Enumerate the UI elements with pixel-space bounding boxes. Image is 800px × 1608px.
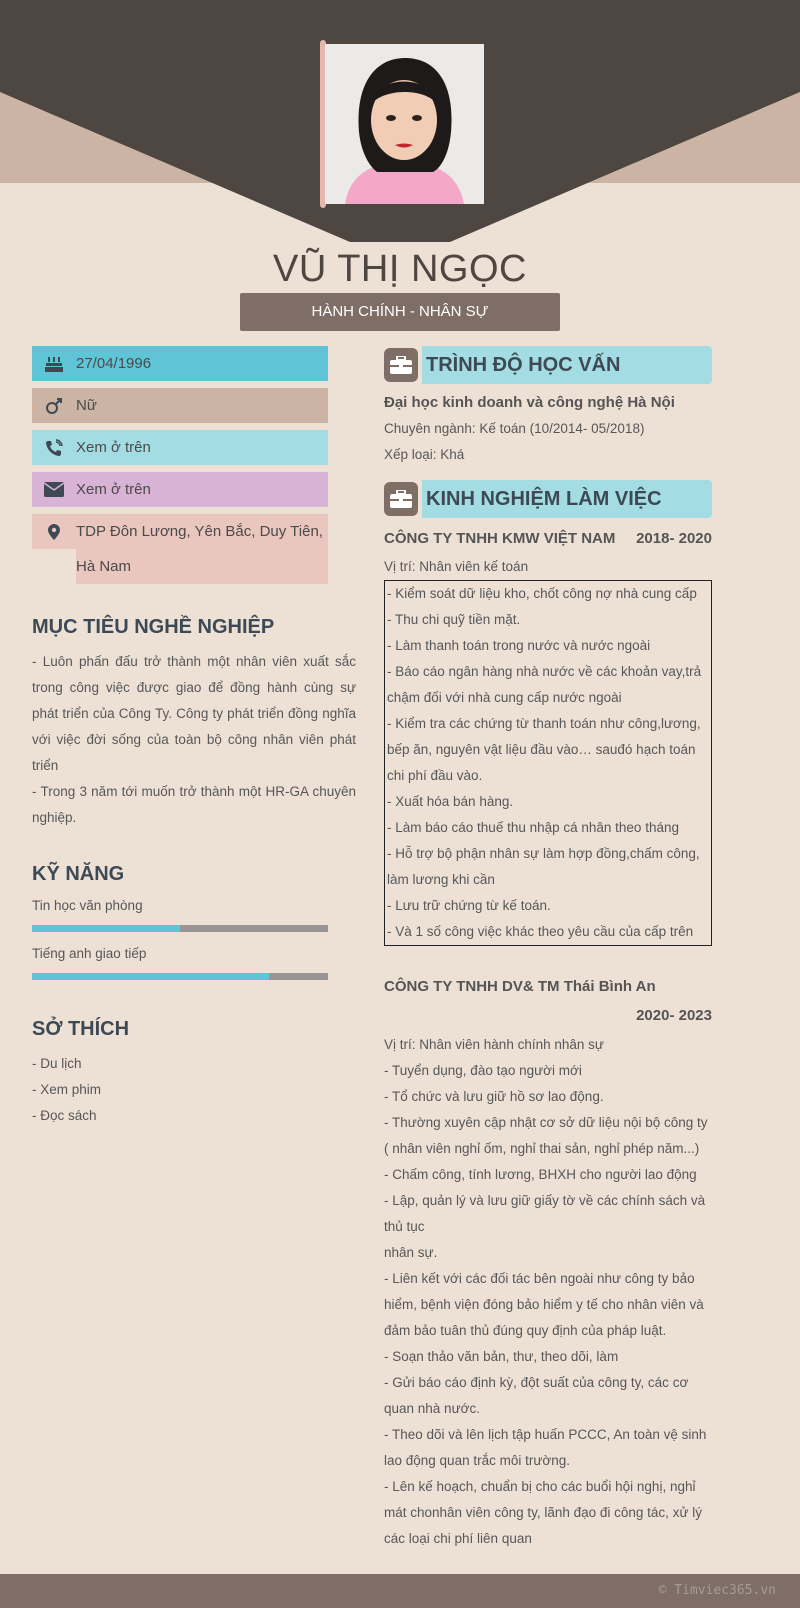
job-2-duties xyxy=(384,1058,712,1552)
skill-level-bar xyxy=(32,973,328,980)
skill-level-fill xyxy=(32,973,269,980)
job-1-period: 2018- 2020 xyxy=(636,530,712,547)
duty-item: - Xuất hóa bán hàng. xyxy=(387,794,514,809)
duty-item: - Chấm công, tính lương, BHXH cho người lao động xyxy=(384,1167,697,1182)
info-email xyxy=(32,472,328,507)
duty-item: - Lưu trữ chứng từ kế toán. xyxy=(387,898,551,913)
duty-item: - Thu chi quỹ tiền mặt. xyxy=(387,612,521,627)
experience-header xyxy=(384,480,712,518)
info-gender xyxy=(32,388,328,423)
briefcase-icon xyxy=(384,482,418,516)
duty-item: - Theo dõi và lên lịch tập huấn PCCC, An toàn vệ sinh lao động quan trắc môi trường. xyxy=(384,1427,707,1468)
footer-bar xyxy=(0,1574,800,1608)
job-title-bar xyxy=(240,293,560,331)
hobby-item: - Du lịch xyxy=(32,1056,82,1071)
job-2-position: Vị trí: Nhân viên hành chính nhân sự xyxy=(384,1037,604,1052)
job-title: HÀNH CHÍNH - NHÂN SỰ xyxy=(311,303,489,320)
duty-item: - Soạn thảo văn bản, thư, theo dõi, làm xyxy=(384,1349,619,1364)
duty-item: nhân sự. xyxy=(384,1245,438,1260)
envelope-icon xyxy=(32,482,76,497)
duty-item: - Gửi báo cáo định kỳ, đột suất của công ty, các cơ quan nhà nước. xyxy=(384,1375,689,1416)
objective-heading: MỤC TIÊU NGHỀ NGHIỆP xyxy=(32,616,275,638)
profile-photo xyxy=(325,44,484,204)
skill-name: Tin học văn phòng xyxy=(32,898,143,913)
duty-item: - Thường xuyên cập nhật cơ sở dữ liệu nội bộ công ty ( nhân viên nghỉ ốm, nghỉ thai sản, nghỉ phép năm...) xyxy=(384,1115,708,1156)
left-column xyxy=(32,346,356,1129)
school-name: Đại học kinh doanh và công nghệ Hà Nội xyxy=(384,394,675,411)
job-2-period: 2020- 2023 xyxy=(636,1007,712,1024)
skill-item xyxy=(32,898,356,932)
duty-item: - Và 1 số công việc khác theo yêu cầu của cấp trên xyxy=(387,924,694,939)
right-column xyxy=(384,346,712,1552)
duty-item: - Tổ chức và lưu giữ hồ sơ lao động. xyxy=(384,1089,604,1104)
objective-text-2: - Trong 3 năm tới muốn trở thành một HR-GA chuyên nghiệp. xyxy=(32,784,356,825)
info-address xyxy=(32,514,328,584)
duty-item: - Liên kết với các đối tác bên ngoài như công ty bảo hiểm, bệnh viện đóng bảo hiểm y tế cho nhân viên và đảm bảo tuân thủ đúng quy định của pháp luật. xyxy=(384,1271,704,1338)
skill-level-fill xyxy=(32,925,180,932)
birthday-value: 27/04/1996 xyxy=(76,355,152,372)
skill-item xyxy=(32,946,356,980)
email-value: Xem ở trên xyxy=(76,481,151,498)
info-birthday xyxy=(32,346,328,381)
gender-value: Nữ xyxy=(76,397,97,414)
job-2-company: CÔNG TY TNHH DV& TM Thái Bình An xyxy=(384,978,656,995)
briefcase-icon xyxy=(384,348,418,382)
skills-heading: KỸ NĂNG xyxy=(32,863,125,885)
address-line-1: TDP Đôn Lương, Yên Bắc, Duy Tiên, xyxy=(76,523,323,540)
address-line-2: Hà Nam xyxy=(76,558,132,575)
map-pin-icon xyxy=(32,514,76,549)
duty-item: - Lên kế hoạch, chuẩn bị cho các buổi hội nghị, nghỉ mát chonhân viên công ty, lãnh đạo đi công tác, xử lý các loại chi phí liên quan xyxy=(384,1479,702,1546)
phone-icon xyxy=(32,439,76,457)
duty-item: - Báo cáo ngân hàng nhà nước về các khoản vay,trả chậm đối với nhà cung cấp nước ngoài xyxy=(387,664,702,705)
hobbies-heading: SỞ THÍCH xyxy=(32,1018,130,1040)
education-heading: TRÌNH ĐỘ HỌC VẤN xyxy=(422,346,712,384)
duty-item: - Làm thanh toán trong nước và nước ngoài xyxy=(387,638,651,653)
objective-text-1: - Luôn phấn đấu trở thành một nhân viên xuất sắc trong công việc được giao để đồng hành cùng sự phát triển của Công Ty. Công ty phát triển đồng nghĩa với việc đời sống của toàn bộ công nhân viên phát triển xyxy=(32,654,356,773)
skill-name: Tiếng anh giao tiếp xyxy=(32,946,147,961)
duty-item: - Lập, quản lý và lưu giữ giấy tờ về các chính sách và thủ tục xyxy=(384,1193,706,1234)
education-header xyxy=(384,346,712,384)
job-1-position: Vị trí: Nhân viên kế toán xyxy=(384,559,529,574)
job-1-header xyxy=(384,524,712,554)
duty-item: - Hỗ trợ bộ phận nhân sự làm hợp đồng,chấm công, làm lương khi cần xyxy=(387,846,700,887)
header-banner xyxy=(0,0,800,245)
duty-item: - Tuyển dụng, đào tạo người mới xyxy=(384,1063,582,1078)
hobby-item: - Đọc sách xyxy=(32,1108,97,1123)
hobby-item: - Xem phim xyxy=(32,1082,102,1097)
profile-photo-frame xyxy=(320,44,484,204)
experience-heading: KINH NGHIỆM LÀM VIỆC xyxy=(422,480,712,518)
address-value xyxy=(76,514,328,584)
education-major: Chuyên ngành: Kế toán (10/2014- 05/2018) xyxy=(384,421,645,436)
gender-icon xyxy=(32,397,76,415)
phone-value: Xem ở trên xyxy=(76,439,151,456)
education-grade: Xếp loại: Khá xyxy=(384,447,465,462)
skill-level-bar xyxy=(32,925,328,932)
job-1-company: CÔNG TY TNHH KMW VIỆT NAM xyxy=(384,530,616,547)
duty-item: - Kiểm tra các chứng từ thanh toán như công,lương, bếp ăn, nguyên vật liệu đầu vào… sauđó hạch toán chi phí đầu vào. xyxy=(387,716,701,783)
job-1-duties xyxy=(384,580,712,946)
candidate-name: VŨ THỊ NGỌC xyxy=(273,248,527,290)
duty-item: - Làm báo cáo thuế thu nhập cá nhân theo tháng xyxy=(387,820,679,835)
watermark: © Timviec365.vn xyxy=(658,1583,776,1598)
info-phone xyxy=(32,430,328,465)
duty-item: - Kiểm soát dữ liệu kho, chốt công nợ nhà cung cấp xyxy=(387,586,697,601)
cake-icon xyxy=(32,355,76,373)
